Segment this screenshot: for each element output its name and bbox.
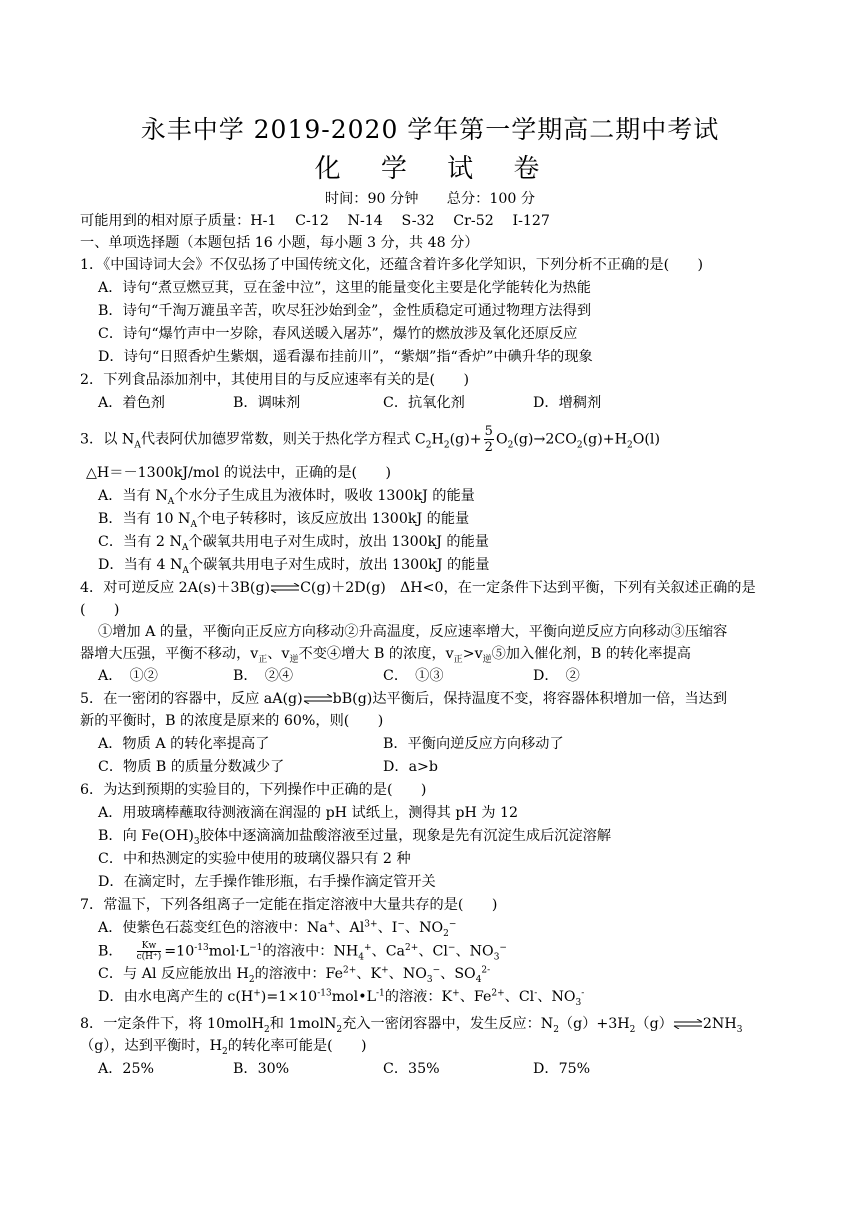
question-2-stem: 2．下列食品添加剂中，其使用目的与反应速率有关的是( ) xyxy=(80,372,469,388)
question-8-option-d: D．75% xyxy=(533,1061,591,1077)
question-8-option-c: C．35% xyxy=(383,1061,440,1077)
question-3-option-c: C．当有 2 $N_A$个碳氧共用电子对生成时，放出 1300kJ 的能量 xyxy=(98,534,489,553)
equilibrium-arrow-icon xyxy=(673,1019,703,1029)
subject-char: 试 xyxy=(447,154,480,184)
equilibrium-arrow-icon xyxy=(270,583,300,593)
question-5-option-b: B．平衡向逆反应方向移动了 xyxy=(383,736,564,752)
subject-char: 卷 xyxy=(513,154,546,184)
question-5-option-d: D．a>b xyxy=(383,759,438,775)
question-4-paren: ( ) xyxy=(80,602,120,618)
question-5-option-c: C．物质 B 的质量分数减少了 xyxy=(98,759,285,775)
question-8-stem-2: （g），达到平衡时，$H_2$的转化率可能是( ) xyxy=(80,1038,367,1057)
question-1-stem: 1．《中国诗词大会》不仅弘扬了中国传统文化，还蕴含着许多化学知识，下列分析不正确的是( ) xyxy=(80,257,704,273)
time-info: 时间：90 分钟 总分：100 分 xyxy=(324,191,536,207)
question-3-dh: △H＝－1300kJ/mol 的说法中，正确的是( ) xyxy=(86,465,392,481)
question-3-option-a: A．当有 $N_A$个水分子生成且为液体时，吸收 1300kJ 的能量 xyxy=(98,488,475,507)
question-1-option-b: B．诗句“千淘万漉虽辛苦，吹尽狂沙始到金”，金性质稳定可通过物理方法得到 xyxy=(98,303,592,319)
fraction-5-2: $\frac{5}{2}$ xyxy=(484,424,493,455)
question-4-stem: 4．对可逆反应 2A(s)＋3B(g) C(g)＋2D(g) ΔH<0，在一定条件下达到平衡，下列有关叙述正确的是 xyxy=(80,580,756,596)
question-1-option-c: C．诗句“爆竹声中一岁除，春风送暖入屠苏”，爆竹的燃放涉及氧化还原反应 xyxy=(98,326,578,342)
question-6-option-d: D．在滴定时，左手操作锥形瓶，右手操作滴定管开关 xyxy=(98,874,436,890)
question-2-option-c: C．抗氧化剂 xyxy=(383,395,465,411)
question-8-option-b: B．30% xyxy=(233,1061,290,1077)
question-6-stem: 6．为达到预期的实验目的，下列操作中正确的是( ) xyxy=(80,782,427,798)
question-6-option-b: B．向 $Fe(OH)_3$胶体中逐滴滴加盐酸溶液至过量，现象是先有沉淀生成后沉淀溶解 xyxy=(98,828,612,847)
question-4-body-1: ①增加 A 的量，平衡向正反应方向移动②升高温度，反应速率增大，平衡向逆反应方向移动③压缩容 xyxy=(98,624,728,640)
subject-char: 学 xyxy=(380,154,413,184)
question-4-option-d: D． ② xyxy=(533,668,580,684)
section-heading: 一、单项选择题（本题包括 16 小题，每小题 3 分，共 48 分） xyxy=(80,235,479,251)
subject-char: 化 xyxy=(314,154,347,184)
exam-subject xyxy=(0,148,860,185)
question-2-option-a: A．着色剂 xyxy=(98,395,165,411)
equilibrium-arrow-icon xyxy=(303,694,333,704)
exam-title: 永丰中学 2019-2020 学年第一学期高二期中考试 xyxy=(140,115,720,144)
question-6-option-c: C．中和热测定的实验中使用的玻璃仪器只有 2 种 xyxy=(98,851,411,867)
question-7-option-d: D．由水电离产生的 $c(H^+)=1\times 10^{-13}mol•L^{-1}$的溶液：K+、$Fe^{2+}$、Cl-、$NO_3^-$ xyxy=(98,988,585,1008)
question-8-option-a: A．25% xyxy=(98,1061,154,1077)
question-4-body-2: 器增大压强，平衡不移动，$v_正$、$v_逆$不变④增大 B 的浓度，$v_正>v_逆⑤$加入催化剂，B 的转化率提高 xyxy=(80,646,691,665)
kw-fraction: $\frac{Kw}{c(H^+)}$ xyxy=(136,941,162,962)
question-1-option-d: D．诗句“日照香炉生紫烟，遥看瀑布挂前川”，“紫烟”指“香炉”中碘升华的现象 xyxy=(98,349,593,365)
question-3-option-d: D．当有 4 $N_A$个碳氧共用电子对生成时，放出 1300kJ 的能量 xyxy=(98,557,490,576)
question-4-option-a: A． ①② xyxy=(98,668,158,684)
question-7-stem: 7．常温下，下列各组离子一定能在指定溶液中大量共存的是( ) xyxy=(80,897,498,913)
question-7-option-b: B． $\frac{Kw}{c(H^+)}$ $=10^{-13}mol\cdot L^{-1}$的溶液中：$NH_4^+$、$Ca^{2+}$、Cl−、$NO_3^-$ xyxy=(98,941,507,963)
question-3-stem: 3．以 $N_A$代表阿伏加德罗常数，则关于热化学方程式 $C_2H_2(g)+$ $\frac{5}{2}$ $O_2(g)\to 2CO_2(g)+H_2O(l)$ xyxy=(80,424,661,455)
question-7-option-c: C．与 Al 反应能放出 $H_2$的溶液中：$Fe^{2+}$、K+、$NO_3^-$、$SO_4^{2-}$ xyxy=(98,965,491,985)
question-5-option-a: A．物质 A 的转化率提高了 xyxy=(98,736,270,752)
question-4-option-b: B． ②④ xyxy=(233,668,294,684)
question-2-option-b: B．调味剂 xyxy=(233,395,301,411)
question-7-option-a: A．使紫色石蕊变红色的溶液中：Na+、$Al^{3+}$、I−、$NO_2^-$ xyxy=(98,919,457,939)
question-6-option-a: A．用玻璃棒蘸取待测液滴在润湿的 pH 试纸上，测得其 pH 为 12 xyxy=(98,805,519,821)
question-5-stem: 5．在一密闭的容器中，反应 aA(g) bB(g)达平衡后，保持温度不变，将容器体积增加一倍，当达到 xyxy=(80,691,728,707)
question-3-option-b: B．当有 10 $N_A$个电子转移时，该反应放出 1300kJ 的能量 xyxy=(98,511,470,530)
question-5-stem-2: 新的平衡时，B 的浓度是原来的 60%，则( ) xyxy=(80,713,384,729)
atomic-masses: 可能用到的相对原子质量：H-1 C-12 N-14 S-32 Cr-52 I-127 xyxy=(80,213,550,229)
question-1-option-a: A．诗句“煮豆燃豆萁，豆在釜中泣”，这里的能量变化主要是化学能转化为热能 xyxy=(98,280,591,296)
question-4-option-c: C． ①③ xyxy=(383,668,444,684)
question-8-stem: 8．一定条件下，将 10molH$_2$和 1molN$_2$充入一密闭容器中，发生反应：$N_2(g)+3H_2(g)$ $2NH_3$ xyxy=(80,1016,743,1035)
question-2-option-d: D．增稠剂 xyxy=(533,395,602,411)
